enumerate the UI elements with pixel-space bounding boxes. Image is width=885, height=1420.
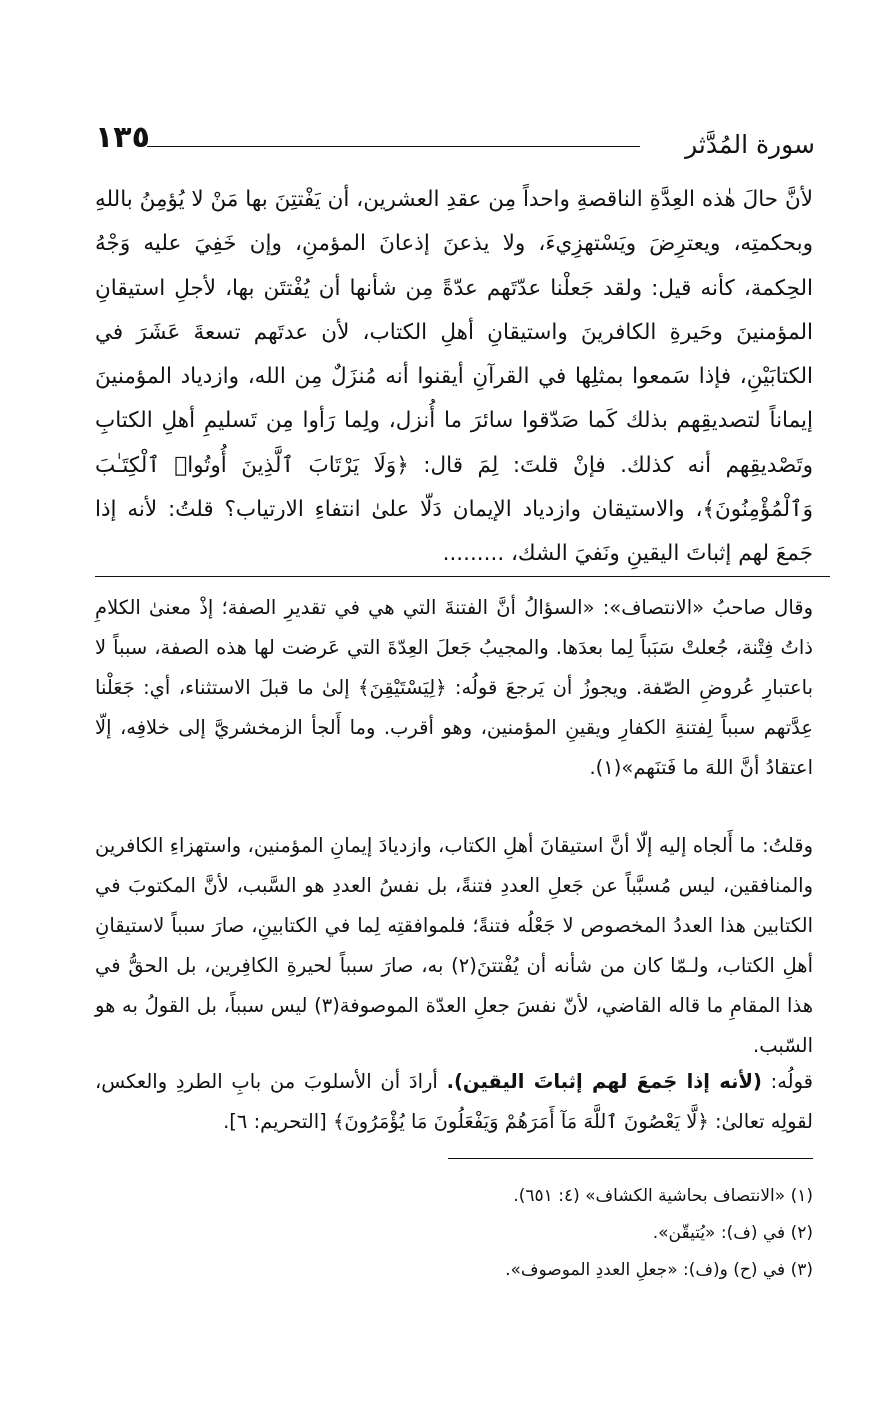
main-text-divider — [95, 576, 830, 577]
footnote: (٣) في (ح) و(ف): «جعلِ العددِ الموصوف». — [505, 1260, 813, 1280]
page-header — [95, 118, 815, 168]
page-number: ١٣٥ — [95, 120, 150, 155]
footnote: (١) «الانتصاف بحاشية الكشاف» (٤: ٦٥١). — [513, 1186, 813, 1206]
gloss-paragraph — [95, 1062, 813, 1142]
gloss-text: أرادَ أن الأسلوبَ من بابِ الطردِ والعكس، لقولِه تعالىٰ: ﴿لَّا يَعْصُونَ ٱللَّهَ مَآ أَمَرَهُمْ وَيَفْعَلُونَ مَا يُؤْمَرُونَ﴾ [التحريم: ٦]. — [95, 1070, 813, 1133]
surah-name: سورة المُدَّثر — [685, 130, 815, 159]
gloss-paragraph: وقلتُ: ما أَلجاه إليه إلّا أنَّ استيقانَ أهلِ الكتاب، وازديادَ إيمانِ المؤمنين، واستهزاءِ الكافرين والمنافقين، ليس مُسبَّباً عن جَعلِ العددِ فتنةً، بل نفسُ العددِ هو السَّبب، لأنَّ المكتوبَ في الكتابين هذا العددُ المخصوص لا جَعْلُه فتنةً؛ فلموافقتِه لِما في الكتابينِ، صارَ سبباً لاستيقانِ أهلِ الكتاب، ولـمّا كان من شأنه أن يُفْتتنَ(٢) به، صارَ سبباً لحيرةِ الكافِرين، بل الحقُّ في هذا المقامِ ما قاله القاضي، لأنّ نفسَ جعلِ العدّة الموصوفة(٣) ليس سبباً، بل القولُ به هو السّبب. — [95, 834, 814, 1057]
main-commentary-text: لأنَّ حالَ هٰذه العِدَّةِ الناقصةِ واحداً مِن عقدِ العشرين، أن يَفْتتِنَ بها مَنْ لا يُؤمِنُ باللهِ وبحكمتِه، ويعترِضَ ويَسْتهزِيءَ، ولا يذعنَ إذعانَ المؤمنِ، وإن خَفِيَ عليه وَجْهُ الحِكمة، كأنه قيل: ولقد جَعلْنا عدّتَهم عدّةً مِن شأنها أن يُفْتتَن بها، لأجلِ استيقانِ المؤمنينَ وحَيرةِ الكافرينَ واستيقانِ أهلِ الكتاب، لأن عدتَهم تسعةَ عَشَرَ في الكتابَيْنِ، فإذا سَمعوا بمثلِها في القرآنِ أيقنوا أنه مُنزَلٌ مِن الله، وازدياد المؤمنينَ إيماناً لتصديقِهم بذلك كَما صَدّقوا سائرَ ما أُنزل، ولِما رَأوا مِن تَسليمِ أهلِ الكتابِ وتَصْديقِهم أنه كذلك. فإنْ قلتَ: لِمَ قال: ﴿وَلَا يَرْتَابَ ٱلَّذِينَ أُوتُوا۟ ٱلْكِتَـٰبَ وَٱلْمُؤْمِنُونَ﴾، والاستيقان وازدياد الإيمان دَلّا علىٰ انتفاءِ الارتياب؟ قلتُ: لأنه إذا جَمعَ لهم إثباتَ اليقينِ ونَفيَ الشك، ......... — [95, 187, 813, 567]
footnote: (٢) في (ف): «يُتيقّن». — [652, 1223, 813, 1243]
footnote-divider — [448, 1158, 813, 1159]
header-rule — [147, 146, 640, 147]
quoted-phrase: (لأنه إذا جَمعَ لهم إثباتَ اليقين). — [446, 1070, 762, 1093]
gloss-label: قولُه: — [770, 1070, 813, 1093]
gloss-paragraph: وقال صاحبُ «الانتصاف»: «السؤالُ أنَّ الفتنةَ التي هي في تقديرِ الصفة؛ إذْ معنىٰ الكلامِ ذاتُ فِتْنة، جُعلتْ سَبَباً لِما بعدَها. والمجيبُ جَعلَ العِدّةَ التي عَرضت لها هذه الصفة، سبباً لا باعتبارِ عُروضِ الصّفة. ويجوزُ أن يَرجعَ قولُه: ﴿لِيَسْتَيْقِنَ﴾ إلىٰ ما قبلَ الاستثناء، أي: جَعَلْنا عِدَّتهم سبباً لِفتنةِ الكفارِ ويقينِ المؤمنين، وهو أقرب. وما أَلجأ الزمخشريَّ إلى خلافِه، إلّا اعتقادُ أنَّ اللهَ ما فَتنَهم»(١). — [95, 596, 813, 779]
footnotes — [300, 1178, 813, 1289]
